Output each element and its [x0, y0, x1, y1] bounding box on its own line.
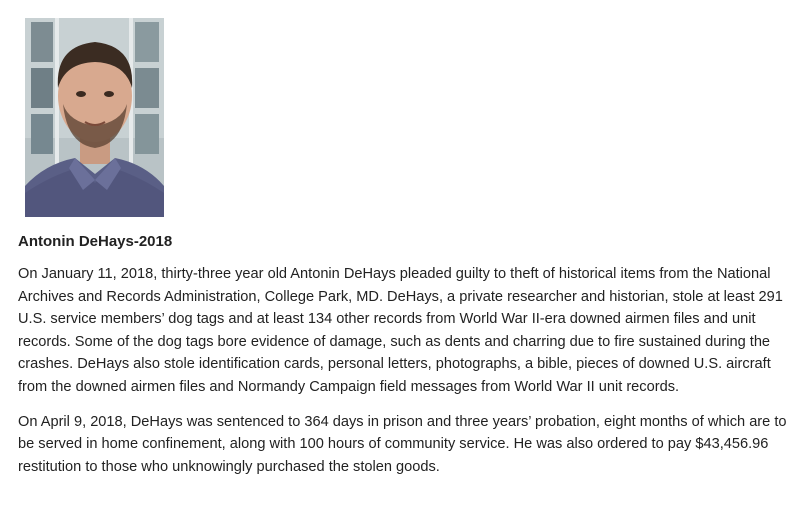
article-paragraph: On April 9, 2018, DeHays was sentenced to 364 days in prison and three years’ probation, eight months of which are to be served in home confinement, along with 100 hours of community service. He was also ordered to pay $43,456.96 restitution to those who unknowingly purchased the stolen goods. — [18, 413, 787, 475]
article-body — [18, 263, 794, 490]
profile-photo — [25, 18, 164, 217]
article-paragraph: On January 11, 2018, thirty-three year old Antonin DeHays pleaded guilty to theft of historical items from the National Archives and Records Administration, College Park, MD. DeHays, a private researcher and historian, stole at least 291 U.S. service members’ dog tags and at least 134 other records from World War II-era downed airmen files and unit records. Some of the dog tags bore evidence of damage, such as dents and charring due to fire sustained during the crashes. DeHays also stole identification cards, personal letters, photographs, a bible, pieces of downed U.S. aircraft from the downed airmen files and Normandy Campaign field messages from World War II unit records. — [18, 266, 783, 395]
person-name-heading: Antonin DeHays-2018 — [18, 233, 173, 250]
person-portrait-icon — [25, 18, 164, 217]
